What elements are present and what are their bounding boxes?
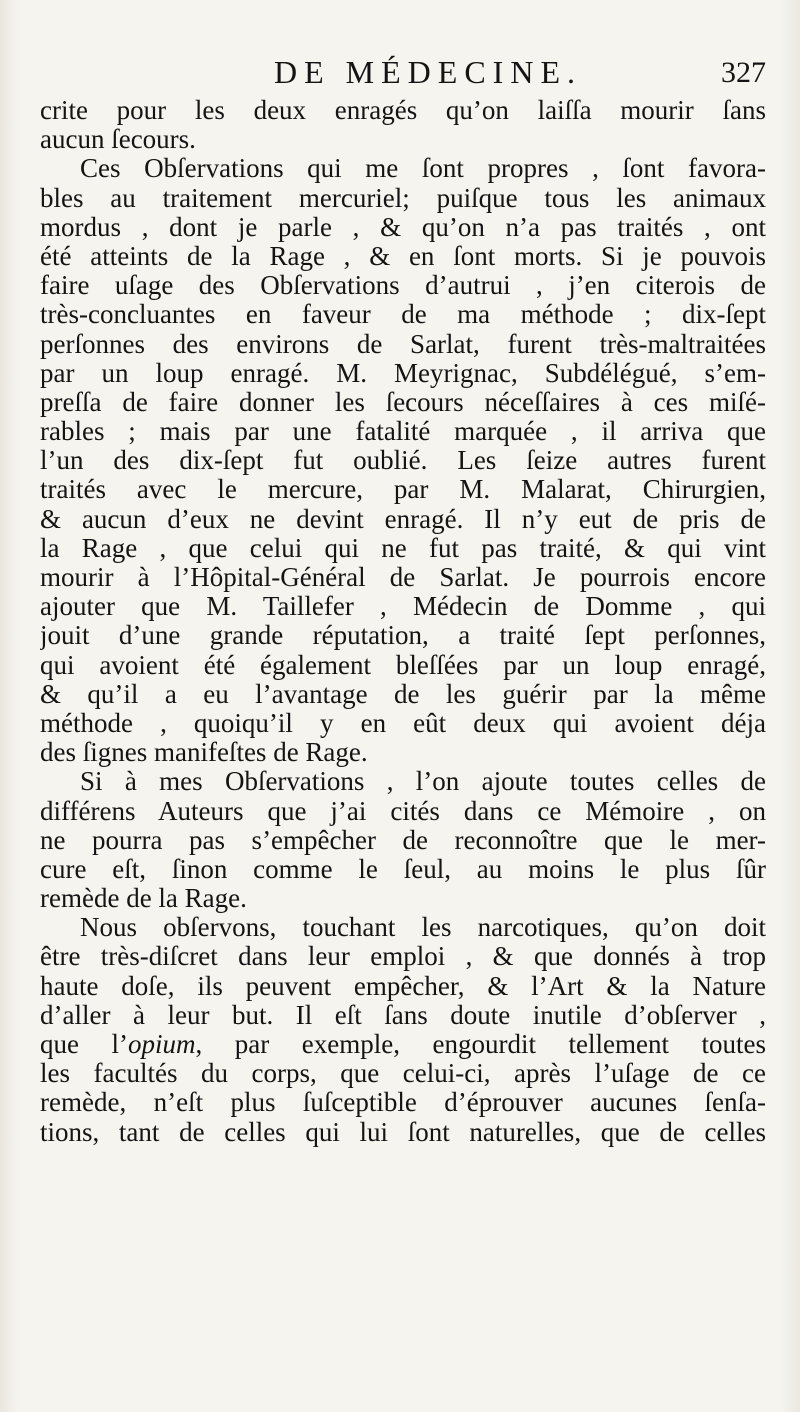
text-line: cure eſt, ſinon comme le ſeul, au moins le plus ſûr <box>40 854 766 884</box>
text-line: Nous obſervons, touchant les narcotiques, qu’on doit <box>80 913 766 943</box>
text-segment: que l’ <box>40 1030 128 1059</box>
text-line: remède de la Rage. <box>40 884 247 914</box>
text-line: perſonnes des environs de Sarlat, furent très-maltraitées <box>40 329 766 359</box>
text-line <box>40 1030 766 1059</box>
text-line: la Rage , que celui qui ne fut pas traité, & qui vint <box>40 533 766 563</box>
text-line: faire uſage des Obſervations d’autrui , j’en citerois de <box>40 271 766 301</box>
text-line: bles au traitement mercuriel; puiſque tous les animaux <box>40 183 766 213</box>
text-line: les facultés du corps, que celui-ci, après l’uſage de ce <box>40 1059 766 1089</box>
text-line: l’un des dix-ſept fut oublié. Les ſeize autres furent <box>40 446 766 476</box>
text-line: d’aller à leur but. Il eſt ſans doute inutile d’obſerver , <box>40 1000 766 1030</box>
text-line: très-concluantes en faveur de ma méthode ; dix-ſept <box>40 300 766 330</box>
text-line: mordus , dont je parle , & qu’on n’a pas traités , ont <box>40 212 766 242</box>
text-line: Ces Obſervations qui me ſont propres , ſont favora- <box>80 154 766 184</box>
text-line: ne pourra pas s’empêcher de reconnoître que le mer- <box>40 825 766 855</box>
text-line: preſſa de faire donner les ſecours néceſſaires à ces miſé- <box>40 387 766 417</box>
text-line: Si à mes Obſervations , l’on ajoute toutes celles de <box>80 767 766 797</box>
text-line: & qu’il a eu l’avantage de les guérir par la même <box>40 679 766 709</box>
page-number: 327 <box>721 56 766 89</box>
text-line: mourir à l’Hôpital-Général de Sarlat. Je pourrois encore <box>40 563 766 592</box>
text-line: différens Auteurs que j’ai cités dans ce Mémoire , on <box>40 796 766 826</box>
text-line: aucun ſecours. <box>40 125 196 155</box>
text-line: être très-diſcret dans leur emploi , & que donnés à trop <box>40 942 766 972</box>
text-line: remède, n’eſt plus ſuſceptible d’éprouver aucunes ſenſa- <box>40 1088 766 1118</box>
text-line: jouit d’une grande réputation, a traité ſept perſonnes, <box>40 621 766 651</box>
text-line: méthode , quoiqu’il y en eût deux qui avoient déja <box>40 708 766 738</box>
text-line: été atteints de la Rage , & en ſont morts. Si je pouvois <box>40 241 766 271</box>
text-line: tions, tant de celles qui lui ſont naturelles, que de celles <box>40 1117 766 1147</box>
text-line: des ſignes manifeſtes de Rage. <box>40 738 368 768</box>
body-text <box>40 96 766 1147</box>
text-line: rables ; mais par une fatalité marquée , il arriva que <box>40 417 766 447</box>
text-line: ajouter que M. Taillefer , Médecin de Domme , qui <box>40 592 766 622</box>
running-head: DE MÉDECINE. <box>274 54 582 90</box>
italic-word: opium <box>128 1030 196 1059</box>
text-line: qui avoient été également bleſſées par un loup enragé, <box>40 650 766 680</box>
text-line: traités avec le mercure, par M. Malarat, Chirurgien, <box>40 475 766 505</box>
text-line: haute doſe, ils peuvent empêcher, & l’Art & la Nature <box>40 971 766 1001</box>
text-line: crite pour les deux enragés qu’on laiſſa mourir ſans <box>40 96 766 125</box>
text-line: & aucun d’eux ne devint enragé. Il n’y eut de pris de <box>40 504 766 534</box>
text-line: par un loup enragé. M. Meyrignac, Subdélégué, s’em- <box>40 358 766 388</box>
text-segment: , par exemple, engourdit tellement toutes <box>195 1030 766 1059</box>
page-header <box>40 54 766 94</box>
